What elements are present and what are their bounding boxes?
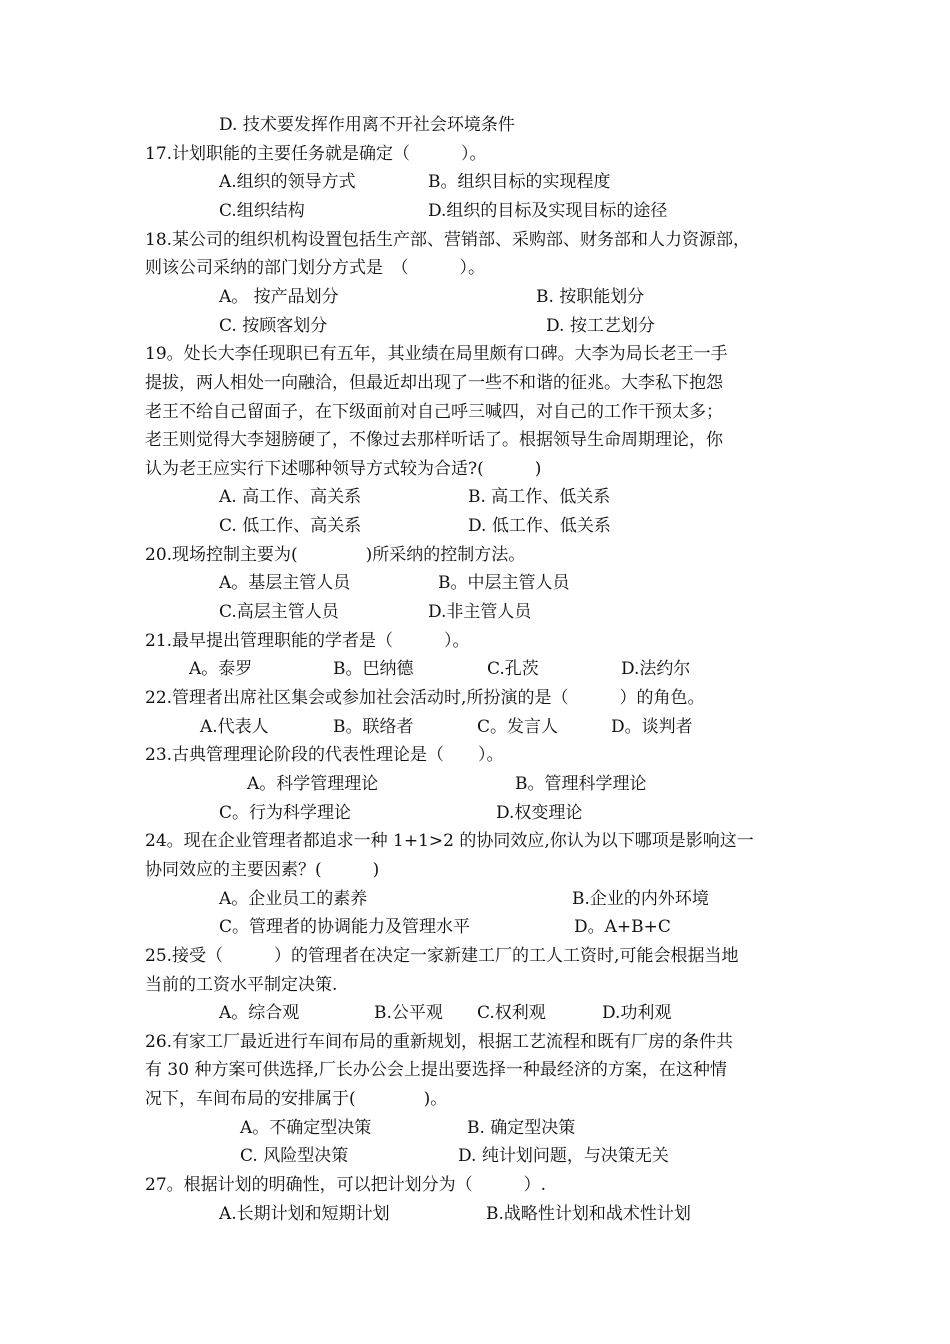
answer-option: D.组织的目标及实现目标的途径 xyxy=(428,201,668,221)
answer-options-row xyxy=(0,913,950,942)
answer-options-row xyxy=(0,799,950,828)
question-text-line: 17.计划职能的主要任务就是确定（ ）。 xyxy=(145,144,487,164)
answer-option: B.企业的内外环境 xyxy=(572,889,709,909)
answer-option: D.法约尔 xyxy=(621,659,691,679)
answer-options-row xyxy=(0,598,950,627)
question-text-line: 20.现场控制主要为( )所采纳的控制方法。 xyxy=(145,545,526,565)
answer-options-row xyxy=(0,770,950,799)
answer-option: B. 按职能划分 xyxy=(536,287,645,307)
question-text-line: 提拔，两人相处一向融洽，但最近却出现了一些不和谐的征兆。大李私下抱怨 xyxy=(145,373,723,393)
answer-option: B. 高工作、低关系 xyxy=(468,487,611,507)
question-text-line: 25.接受（ ）的管理者在决定一家新建工厂的工人工资时,可能会根据当地 xyxy=(145,946,739,966)
answer-option: D. 纯计划问题，与决策无关 xyxy=(458,1146,669,1166)
question-text-line: 则该公司采纳的部门划分方式是 （ ）。 xyxy=(145,258,485,278)
answer-option: B.公平观 xyxy=(374,1003,443,1023)
answer-option: C。发言人 xyxy=(477,717,559,737)
answer-option: D.权变理论 xyxy=(496,803,583,823)
answer-options-row xyxy=(0,168,950,197)
question-text-line: 老王则觉得大李翅膀硬了，不像过去那样听话了。根据领导生命周期理论，你 xyxy=(145,430,723,450)
answer-options-row xyxy=(0,1200,950,1229)
answer-options-row xyxy=(0,197,950,226)
answer-options-row xyxy=(0,569,950,598)
answer-option: A. 高工作、高关系 xyxy=(219,487,362,507)
answer-options-row xyxy=(0,283,950,312)
answer-option: C. 低工作、高关系 xyxy=(219,516,362,536)
answer-option: A.组织的领导方式 xyxy=(219,172,356,192)
answer-options-row xyxy=(0,999,950,1028)
question-text-line: 24。现在企业管理者都追求一种 1+1>2 的协同效应,你认为以下哪项是影响这一 xyxy=(145,831,754,851)
question-text-line: 27。根据计划的明确性，可以把计划分为（ ）. xyxy=(145,1175,547,1195)
answer-option: B。联络者 xyxy=(333,717,414,737)
answer-options-row xyxy=(0,1114,950,1143)
answer-option: D。A+B+C xyxy=(574,917,671,937)
answer-option: D. 低工作、低关系 xyxy=(468,516,611,536)
answer-option: D.功利观 xyxy=(602,1003,672,1023)
answer-option: C. 按顾客划分 xyxy=(219,316,328,336)
answer-option: A.代表人 xyxy=(200,717,269,737)
question-text-line: 18.某公司的组织机构设置包括生产部、营销部、采购部、财务部和人力资源部， xyxy=(145,230,751,250)
answer-option: A。综合观 xyxy=(219,1003,300,1023)
answer-option: A。泰罗 xyxy=(189,659,253,679)
question-text-line: 当前的工资水平制定决策. xyxy=(145,975,338,995)
answer-option: C.组织结构 xyxy=(219,201,305,221)
question-text-line: 23.古典管理理论阶段的代表性理论是（ ）。 xyxy=(145,745,504,765)
answer-option: B。巴纳德 xyxy=(333,659,414,679)
answer-options-row xyxy=(0,111,950,140)
answer-option: D.非主管人员 xyxy=(428,602,532,622)
answer-options-row xyxy=(0,885,950,914)
question-text-line: 认为老王应实行下述哪种领导方式较为合适?( ) xyxy=(145,459,542,479)
question-text-line: 况下，车间布局的安排属于( )。 xyxy=(145,1089,448,1109)
answer-option: D. 技术要发挥作用离不开社会环境条件 xyxy=(219,115,515,135)
answer-option: A.长期计划和短期计划 xyxy=(219,1204,390,1224)
answer-option: C.高层主管人员 xyxy=(219,602,339,622)
question-text-line: 有 30 种方案可供选择,厂长办公会上提出要选择一种最经济的方案，在这种情 xyxy=(145,1060,727,1080)
answer-option: B。中层主管人员 xyxy=(438,573,570,593)
answer-option: A。科学管理理论 xyxy=(247,774,379,794)
answer-options-row xyxy=(0,512,950,541)
answer-option: B。管理科学理论 xyxy=(515,774,647,794)
answer-option: C.孔茨 xyxy=(487,659,539,679)
answer-option: A。基层主管人员 xyxy=(219,573,351,593)
question-text-line: 21.最早提出管理职能的学者是（ ）。 xyxy=(145,631,470,651)
question-text-line: 26.有家工厂最近进行车间布局的重新规划，根据工艺流程和既有厂房的条件共 xyxy=(145,1032,734,1052)
answer-option: C.权利观 xyxy=(477,1003,546,1023)
answer-options-row xyxy=(0,483,950,512)
answer-option: D. 按工艺划分 xyxy=(546,316,655,336)
question-text-line: 老王不给自己留面子，在下级面前对自己呼三喊四，对自己的工作干预太多； xyxy=(145,402,723,422)
answer-option: A。企业员工的素养 xyxy=(219,889,368,909)
answer-option: B. 确定型决策 xyxy=(467,1118,576,1138)
answer-options-row xyxy=(0,655,950,684)
answer-option: B.战略性计划和战术性计划 xyxy=(486,1204,691,1224)
answer-option: C. 风险型决策 xyxy=(240,1146,349,1166)
answer-options-row xyxy=(0,713,950,742)
answer-options-row xyxy=(0,312,950,341)
answer-option: D。谈判者 xyxy=(611,717,693,737)
answer-option: C。行为科学理论 xyxy=(219,803,352,823)
answer-option: A。 按产品划分 xyxy=(219,287,339,307)
question-text-line: 22.管理者出席社区集会或参加社会活动时,所扮演的是（ ）的角色。 xyxy=(145,688,705,708)
answer-option: C。管理者的协调能力及管理水平 xyxy=(219,917,471,937)
answer-option: B。组织目标的实现程度 xyxy=(428,172,611,192)
question-text-line: 19。处长大李任现职已有五年，其业绩在局里颇有口碑。大李为局长老王一手 xyxy=(145,344,728,364)
answer-option: A。不确定型决策 xyxy=(240,1118,372,1138)
answer-options-row xyxy=(0,1142,950,1171)
question-text-line: 协同效应的主要因素？( ) xyxy=(145,860,380,880)
